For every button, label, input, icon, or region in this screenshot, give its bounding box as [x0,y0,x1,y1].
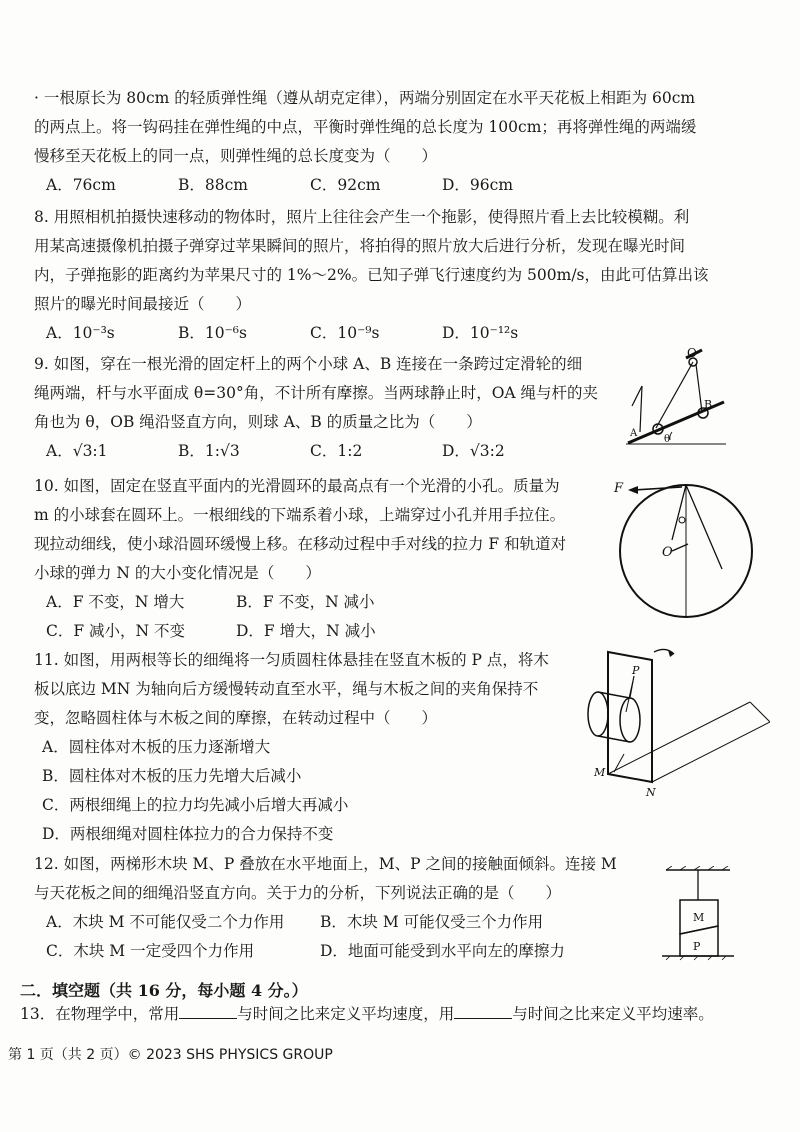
q8-option-c: C．10⁻⁹s [310,324,380,342]
q13-part2: 与时间之比来定义平均速度，用 [237,1005,455,1023]
q12-figure [660,866,736,966]
q7-line: 慢移至天花板上的同一点，则弹性绳的总长度变为（ ） [34,147,438,165]
q11-label-m: M [594,766,606,779]
q9-option-c: C．1:2 [310,442,363,460]
q12-option-b: B．木块 M 可能仅受三个力作用 [320,913,544,931]
q10-line: 10. 如图，固定在竖直平面内的光滑圆环的最高点有一个光滑的小孔。质量为 [34,477,560,495]
page-footer: 第 1 页（共 2 页）© 2023 SHS PHYSICS GROUP [8,1047,333,1063]
q7-option-d: D．96cm [442,176,514,194]
q10-options-row2 [34,617,634,646]
q12-label-m: M [693,911,705,924]
q8-option-d: D．10⁻¹²s [442,324,519,342]
q10-line: m 的小球套在圆环上。一根细线的下端系着小球，上端穿过小孔并用手拉住。 [34,506,566,524]
q9-options [34,437,634,466]
q7-option-b: B．88cm [178,176,248,194]
question-10 [34,472,634,646]
q10-option-d: D．F 增大，N 减小 [236,622,376,640]
q12-option-c: C．木块 M 一定受四个力作用 [46,942,255,960]
q11-line: 11. 如图，用两根等长的细绳将一匀质圆柱体悬挂在竖直木板的 P 点，将木 [34,651,549,669]
q11-line: 变，忽略圆柱体与木板之间的摩擦，在转动过程中（ ） [34,709,438,727]
q11-option-a: A．圆柱体对木板的压力逐渐增大 [42,738,271,756]
q9-line: 绳两端，杆与水平面成 θ=30°角，不计所有摩擦。当两球静止时，OA 绳与杆的夹 [34,384,599,402]
question-13 [20,1000,790,1029]
q13-part3: 与时间之比来定义平均速率。 [512,1005,714,1023]
q9-option-b: B．1:√3 [178,442,240,460]
q9-line: 9. 如图，穿在一根光滑的固定杆上的两个小球 A、B 连接在一条跨过定滑轮的细 [34,355,583,373]
q9-label-theta: θ [664,434,671,445]
q10-line: 小球的弹力 N 的大小变化情况是（ ） [34,564,321,582]
q10-figure [606,474,756,624]
q12-line: 与天花板之间的细绳沿竖直方向。关于力的分析，下列说法正确的是（ ） [34,884,562,902]
q13-part1: 13．在物理学中，常用 [20,1005,180,1023]
q12-line: 12. 如图，两梯形木块 M、P 叠放在水平地面上，M、P 之间的接触面倾斜。连接 M [34,855,617,873]
q12-options-row1 [34,908,654,937]
q11-option-b: B．圆柱体对木板的压力先增大后减小 [42,767,302,785]
q9-label-o: O [687,346,697,360]
q7-option-a: A．76cm [46,176,116,194]
q9-figure [620,346,732,446]
q9-option-d: D．√3:2 [442,442,505,460]
q11-option-d: D．两根细绳对圆柱体拉力的合力保持不变 [42,825,334,843]
q10-options-row1 [34,588,634,617]
q11-label-p: P [632,664,640,677]
question-8 [34,203,754,348]
q9-label-a: A [630,428,638,439]
q7-options [34,171,754,200]
q11-option-c: C．两根细绳上的拉力均先减小后增大再减小 [42,796,349,814]
q8-line: 8. 用照相机拍摄快速移动的物体时，照片上往往会产生一个拖影，使得照片看上去比较模糊。利 [34,208,690,226]
q7-line: 的两点上。将一钩码挂在弹性绳的中点，平衡时弹性绳的总长度为 100cm；再将弹性绳的两端缓 [34,118,697,136]
q9-label-b: B [704,398,713,411]
q11-label-n: N [646,786,656,799]
q11-line: 板以底边 MN 为轴向后方缓慢转动直至水平，绳与木板之间的夹角保持不 [34,680,539,698]
q10-option-b: B．F 不变，N 减小 [236,593,375,611]
q12-options-row2 [34,937,654,966]
question-12 [34,850,654,966]
section-title: 二．填空题（共 16 分，每小题 4 分。） [20,981,308,1000]
q12-option-a: A．木块 M 不可能仅受二个力作用 [46,913,285,931]
question-9 [34,350,634,466]
q10-option-c: C．F 减小，N 不变 [46,622,186,640]
q11-figure [574,646,770,800]
q10-line: 现拉动细线，使小球沿圆环缓慢上移。在移动过程中手对线的拉力 F 和轨道对 [34,535,567,553]
q9-line: 角也为 θ，OB 绳沿竖直方向，则球 A、B 的质量之比为（ ） [34,413,482,431]
q10-label-o: O [662,545,673,560]
q12-option-d: D．地面可能受到水平向左的摩擦力 [320,942,565,960]
q13-blank-1[interactable] [179,1004,237,1019]
q13-line [20,1000,790,1029]
q9-option-a: A．√3:1 [46,442,108,460]
q8-line: 照片的曝光时间最接近（ ） [34,295,252,313]
q7-line: · 一根原长为 80cm 的轻质弹性绳（遵从胡克定律），两端分别固定在水平天花板上相距为 60cm [34,89,696,107]
q10-option-a: A．F 不变，N 增大 [46,593,185,611]
q13-blank-2[interactable] [454,1004,512,1019]
q7-option-c: C．92cm [310,176,381,194]
q8-line: 内，子弹拖影的距离约为苹果尺寸的 1%～2%。已知子弹飞行速度约为 500m/s，由此可估算出该 [34,266,709,284]
q8-option-a: A．10⁻³s [46,324,115,342]
question-11 [34,646,594,849]
question-7 [34,84,754,200]
q8-line: 用某高速摄像机拍摄子弹穿过苹果瞬间的照片，将拍得的照片放大后进行分析，发现在曝光时间 [34,237,686,255]
q8-options [34,319,754,348]
q12-label-p: P [693,940,701,953]
q8-option-b: B．10⁻⁶s [178,324,247,342]
q10-label-f: F [614,481,624,496]
